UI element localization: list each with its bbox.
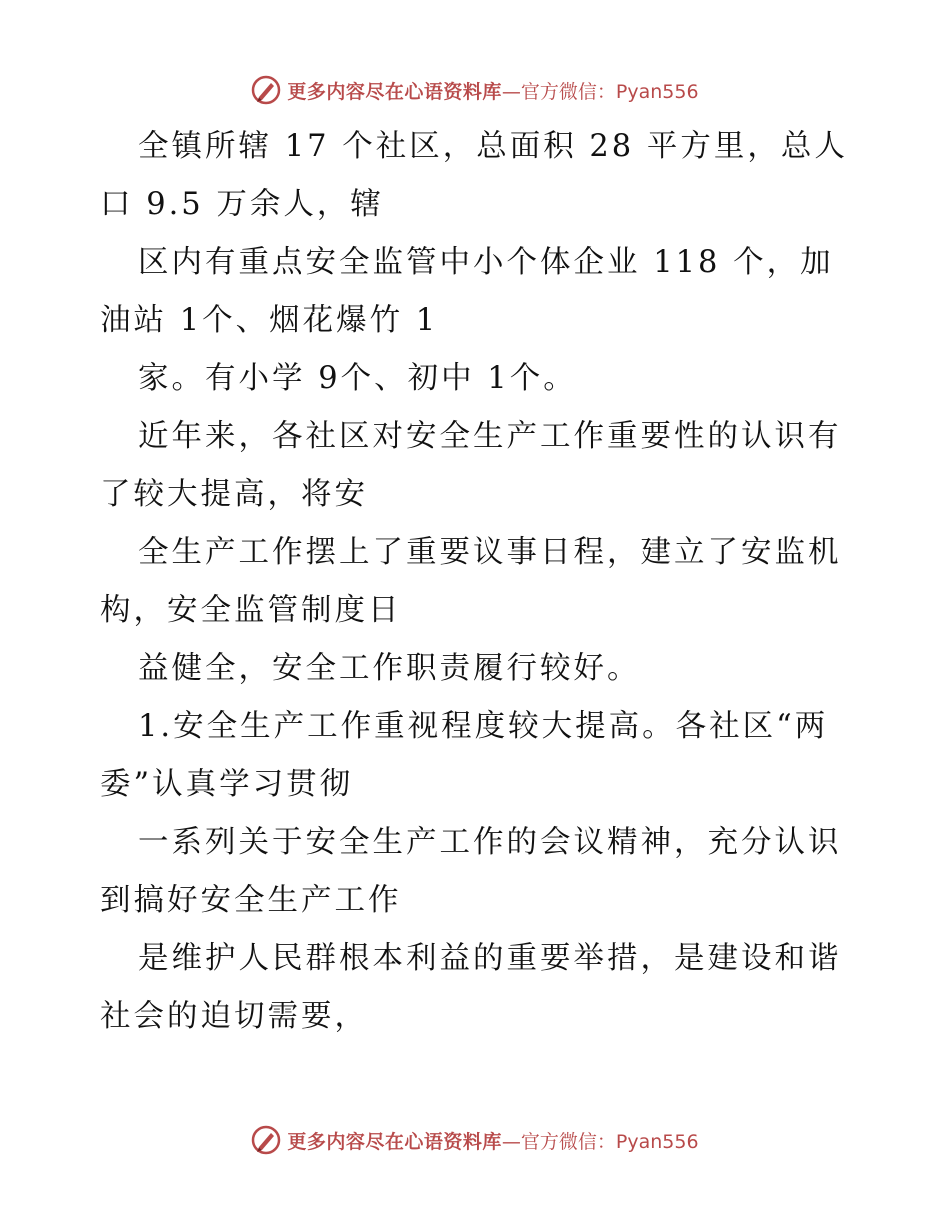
paragraph-line: 一系列关于安全生产工作的会议精神，充分认识 xyxy=(138,825,842,860)
paragraph-line: 益健全，安全工作职责履行较好。 xyxy=(138,651,641,686)
paragraph xyxy=(100,350,870,408)
paragraph xyxy=(100,408,870,524)
paragraph-line: 全生产工作摆上了重要议事日程，建立了安监机 xyxy=(138,535,842,570)
header-banner xyxy=(0,70,950,110)
paragraph-line: 社会的迫切需要， xyxy=(100,999,368,1034)
paragraph xyxy=(100,118,870,234)
paragraph-line: 油站 1个、烟花爆竹 1 xyxy=(100,303,439,338)
paragraph xyxy=(100,698,870,814)
paragraph-line: 全镇所辖 17 个社区，总面积 28 平方里，总人 xyxy=(138,129,848,164)
paragraph-line: 是维护人民群根本利益的重要举措，是建设和谐 xyxy=(138,941,842,976)
banner-lead-text: 更多内容尽在心语资料库 xyxy=(287,1130,502,1153)
paragraph-line: 区内有重点安全监管中小个体企业 118 个，加 xyxy=(138,245,834,280)
banner-wechat-text: —官方微信：Pyan556 xyxy=(501,1130,699,1153)
paragraph xyxy=(100,524,870,640)
pen-logo-icon xyxy=(251,1125,281,1155)
paragraph-line: 家。有小学 9个、初中 1个。 xyxy=(138,361,577,396)
paragraph xyxy=(100,930,870,1046)
paragraph-line: 近年来，各社区对安全生产工作重要性的认识有 xyxy=(138,419,842,454)
banner-lead-text: 更多内容尽在心语资料库 xyxy=(287,80,502,103)
paragraph-line: 到搞好安全生产工作 xyxy=(100,883,402,918)
paragraph-line: 1.安全生产工作重视程度较大提高。各社区“两 xyxy=(138,709,829,744)
paragraph-line: 委”认真学习贯彻 xyxy=(100,767,354,802)
paragraph-line: 口 9.5 万余人，辖 xyxy=(100,187,384,222)
paragraph-line: 构，安全监管制度日 xyxy=(100,593,402,628)
paragraph xyxy=(100,814,870,930)
paragraph xyxy=(100,234,870,350)
banner-wechat-text: —官方微信：Pyan556 xyxy=(501,80,699,103)
pen-logo-icon xyxy=(251,75,281,105)
document-body xyxy=(100,118,870,1046)
footer-banner xyxy=(0,1120,950,1160)
paragraph xyxy=(100,640,870,698)
paragraph-line: 了较大提高，将安 xyxy=(100,477,368,512)
